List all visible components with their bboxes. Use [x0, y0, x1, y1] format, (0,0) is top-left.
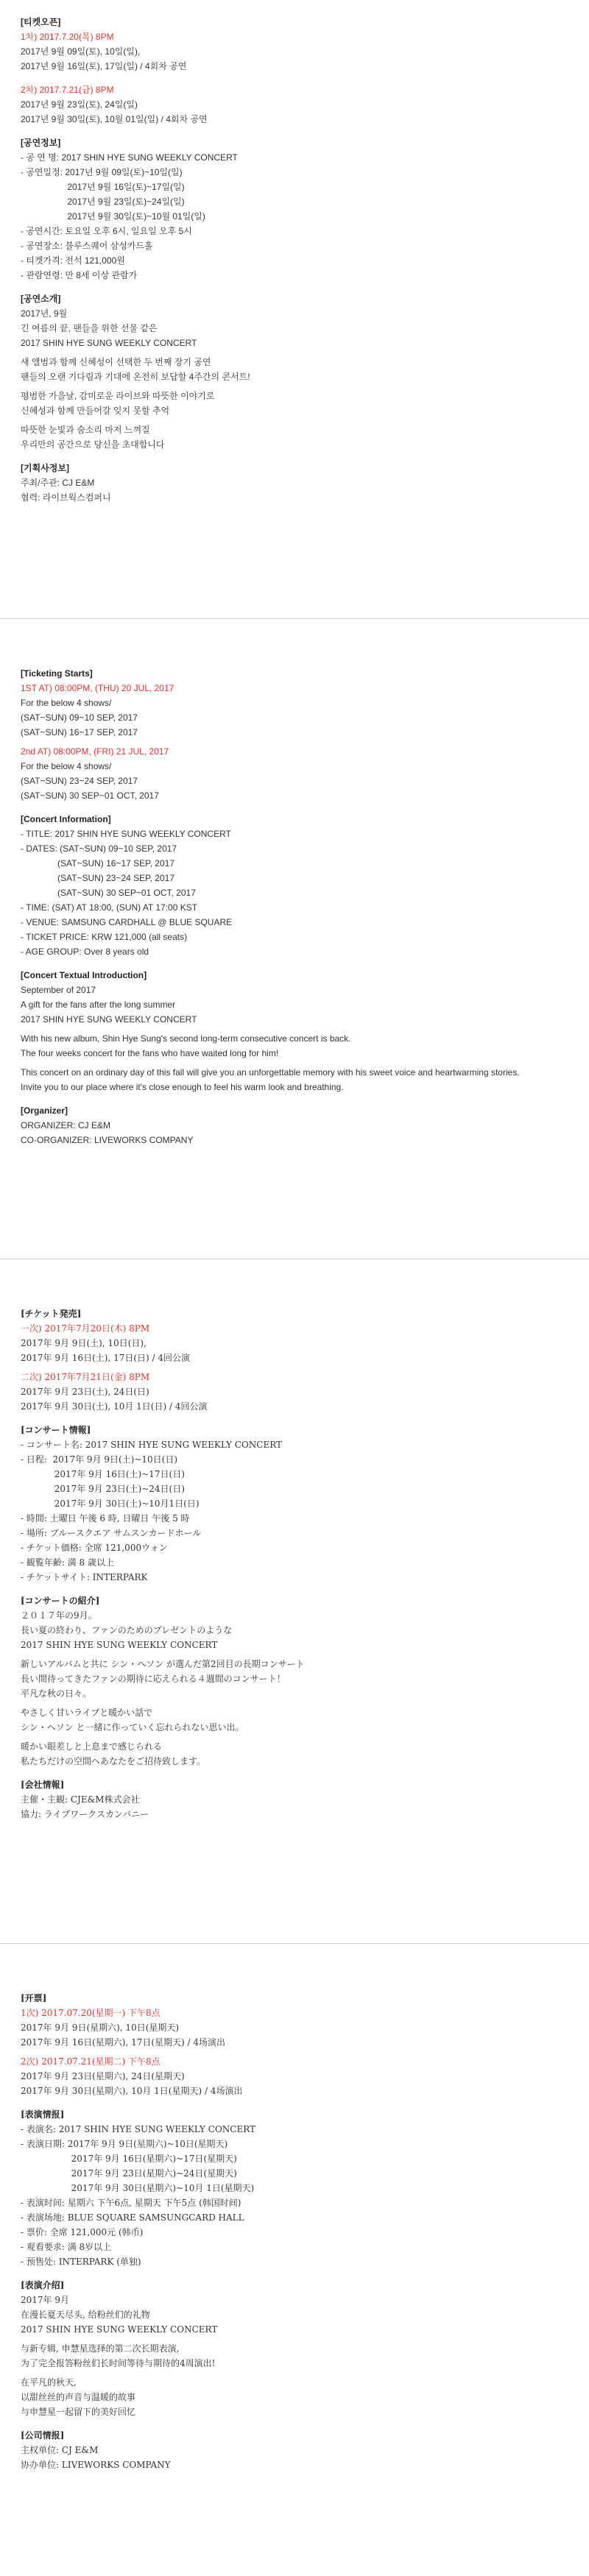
text-line: 在平凡的秋天,	[21, 2377, 77, 2388]
text-line: - チケットサイト: INTERPARK	[21, 1572, 148, 1582]
text-line: - 表演日期: 2017年 9月 9日(星期六)~10日(星期天)	[21, 2139, 228, 2149]
text-line: (SAT~SUN) 16~17 SEP, 2017	[21, 727, 138, 737]
text-line: - 票价: 全席 121,000元 (韩币)	[21, 2227, 144, 2237]
text-line: 2017년 9월 30일(토), 10월 01일(일) / 4회차 공연	[21, 114, 208, 124]
text-line: 2017년 9월 16일(토), 17일(일) / 4회차 공연	[21, 61, 187, 71]
text-line: ２０１７年の9月。	[21, 1610, 97, 1621]
ticket-open-date: 2차) 2017.7.21(금) 8PM	[21, 85, 114, 95]
text-line: With his new album, Shin Hye Sung's second long-term consecutive concert is back.	[21, 1033, 351, 1044]
text-line: 신혜성과 함께 만들어갈 잊지 못할 추억	[21, 406, 170, 416]
text-line: - TITLE: 2017 SHIN HYE SUNG WEEKLY CONCERT	[21, 829, 231, 839]
text-line: シン・ヘソン と一緒に作っていく忘れられない思い出。	[21, 1722, 244, 1733]
text-line: - 表演名: 2017 SHIN HYE SUNG WEEKLY CONCERT	[21, 2124, 256, 2134]
text-line: - 티켓가격: 전석 121,000원	[21, 255, 125, 266]
text-line: 평범한 가을날, 감미로운 라이브와 따뜻한 이야기로	[21, 391, 215, 401]
text-line: - 관람연령: 만 8세 이상 관람가	[21, 270, 138, 280]
text-line: - 観覧年齢: 満 8 歳以上	[21, 1557, 114, 1568]
section-heading: [チケット発売]	[21, 1309, 82, 1319]
text-line: (SAT~SUN) 30 SEP~01 OCT, 2017	[21, 790, 159, 801]
text-line: The four weeks concert for the fans who have waited long for him!	[21, 1048, 279, 1058]
ticket-open-date: 2nd AT) 08:00PM, (FRI) 21 JUL, 2017	[21, 746, 169, 757]
text-line: 2017년 9월 23일(토)~24일(일)	[21, 197, 185, 207]
spacer	[21, 1585, 565, 1593]
spacer	[21, 2269, 565, 2278]
text-line: 暖かい眼差しと上息まで感じられる	[21, 1741, 163, 1752]
text-line: 長い間待ってきたファンの期待に応えられる４週間のコンサート！	[21, 1674, 286, 1684]
text-line: - TIME: (SAT) AT 18:00, (SUN) AT 17:00 KST	[21, 902, 198, 913]
text-line: 2017年 9月 30日(土)~10月1日(日)	[21, 1498, 200, 1509]
spacer	[21, 452, 565, 461]
text-line: - 場所: ブルースクエア サムスンカードホール	[21, 1528, 202, 1538]
section-heading: [Ticketing Starts]	[21, 668, 93, 679]
text-line: 2017년 9월 09일(토), 10일(일),	[21, 46, 141, 57]
text-line: - 预售处: INTERPARK (单独)	[21, 2257, 141, 2267]
section-divider	[0, 1943, 589, 1944]
text-line: - 공 연 명: 2017 SHIN HYE SUNG WEEKLY CONCERT	[21, 152, 238, 163]
text-line: 在漫长夏天尽头, 给粉丝们的礼物	[21, 2310, 150, 2320]
section-heading: [开票]	[21, 1993, 47, 2003]
text-line: 協力: ライブワークスカンパニー	[21, 1809, 149, 1819]
ticket-open-date: 2次) 2017.07.21(星期二) 下午8点	[21, 2056, 161, 2067]
spacer	[21, 959, 565, 968]
text-line: - 日程: 2017年 9月 9日(土)~10日(日)	[21, 1454, 178, 1465]
text-line: 우리만의 공간으로 당신을 초대합니다	[21, 439, 165, 450]
ticket-open-date: 1ST AT) 08:00PM, (THU) 20 JUL, 2017	[21, 683, 174, 693]
section-ja	[21, 1306, 565, 1822]
text-line: 2017년 9월 30일(토)~10월 01일(일)	[21, 211, 205, 222]
text-line: - 表演时间: 星期六 下午6点, 星期天 下午5点 (韩国时间)	[21, 2198, 241, 2208]
spacer	[21, 2419, 565, 2428]
text-line: For the below 4 shows/	[21, 698, 112, 708]
text-line: - 观看要求: 满 8岁以上	[21, 2242, 112, 2252]
text-line: For the below 4 shows/	[21, 761, 112, 771]
text-line: 新しいアルバムと共に シン・ヘソン が選んだ第2回目の長期コンサート	[21, 1659, 305, 1669]
text-line: 2017年 9月 23日(土), 24日(日)	[21, 1387, 149, 1397]
text-line: - コンサート名: 2017 SHIN HYE SUNG WEEKLY CONCERT	[21, 1440, 283, 1450]
text-line: 새 앨범과 함께 신혜성이 선택한 두 번째 장기 공연	[21, 357, 211, 367]
text-line: (SAT~SUN) 09~10 SEP, 2017	[21, 712, 138, 723]
text-line: 2017年 9月 9日(土), 10日(日),	[21, 1338, 147, 1348]
text-line: 長い夏の終わり、ファンのためのプレゼントのような	[21, 1625, 233, 1635]
spacer	[21, 127, 565, 135]
section-heading: [기획사정보]	[21, 463, 69, 473]
text-line: This concert on an ordinary day of this fall will give you an unforgettable memory with his sweet voice and heartwarming stories.	[21, 1067, 520, 1078]
text-line: ORGANIZER: CJ E&M	[21, 1120, 111, 1130]
spacer	[21, 283, 565, 291]
text-line: - VENUE: SAMSUNG CARDHALL @ BLUE SQUARE	[21, 917, 233, 927]
text-line: 2017年 9月 30日(星期六)~10月 1日(星期天)	[21, 2183, 255, 2193]
text-line: 협력: 라이브웍스컴퍼니	[21, 492, 111, 503]
text-line: (SAT~SUN) 16~17 SEP, 2017	[21, 858, 174, 868]
ticket-open-date: 一次) 2017年7月20日(木) 8PM	[21, 1323, 150, 1334]
section-heading: [공연소개]	[21, 294, 61, 304]
text-line: 与新专辑, 申慧星选择的第二次长期表演,	[21, 2343, 180, 2354]
text-line: - 공연일정: 2017년 9월 09일(토)~10일(일)	[21, 167, 183, 177]
section-heading: [コンサート情報]	[21, 1425, 91, 1435]
text-line: - DATES: (SAT~SUN) 09~10 SEP, 2017	[21, 843, 177, 854]
section-heading: [会社情報]	[21, 1780, 65, 1790]
text-line: 2017年 9月 23日(星期六), 24日(星期天)	[21, 2071, 185, 2081]
text-line: - AGE GROUP: Over 8 years old	[21, 946, 149, 957]
section-heading: [コンサートの紹介]	[21, 1596, 100, 1606]
text-line: 主权单位: CJ E&M	[21, 2445, 99, 2455]
text-line: 2017年 9月 16日(星期六)~17日(星期天)	[21, 2154, 237, 2164]
text-line: 私たちだけの空間へあなたをご招待致します。	[21, 1756, 206, 1766]
text-line: 2017 SHIN HYE SUNG WEEKLY CONCERT	[21, 1014, 197, 1025]
text-line: 与申慧星一起留下的美好回忆	[21, 2407, 136, 2417]
text-line: 2017 SHIN HYE SUNG WEEKLY CONCERT	[21, 338, 197, 348]
text-line: 2017년 9월 23일(토), 24일(일)	[21, 99, 138, 110]
text-line: 2017年 9月 9日(星期六), 10日(星期天)	[21, 2023, 180, 2033]
text-line: 2017年 9月 16日(土), 17日(日) / 4回公演	[21, 1353, 191, 1363]
text-line: 2017年 9月 30日(土), 10月 1日(日) / 4回公演	[21, 1401, 208, 1412]
spacer	[21, 2098, 565, 2107]
text-line: 以甜丝丝的声音与温暖的故事	[21, 2392, 136, 2402]
text-line: (SAT~SUN) 30 SEP~01 OCT, 2017	[21, 888, 196, 898]
text-line: 주최/주관: CJ E&M	[21, 478, 95, 488]
text-line: - TICKET PRICE: KRW 121,000 (all seats)	[21, 932, 188, 942]
text-line: 平凡な秋の日々。	[21, 1688, 92, 1699]
ticket-open-date: 二次) 2017年7月21日(金) 8PM	[21, 1372, 150, 1382]
text-line: 팬들의 오랜 기다림과 기대에 온전히 보답할 4주간의 콘서트!	[21, 372, 250, 382]
text-line: CO-ORGANIZER: LIVEWORKS COMPANY	[21, 1135, 194, 1145]
text-line: 2017年 9月	[21, 2295, 69, 2305]
text-line: - 時間: 土曜日 午後 6 時, 日曜日 午後 5 時	[21, 1513, 190, 1524]
spacer	[21, 1769, 565, 1777]
section-heading: [公司情报]	[21, 2430, 65, 2441]
spacer	[21, 1094, 565, 1103]
spacer	[21, 74, 565, 82]
text-line: やさしく甘いライブと暖かい話で	[21, 1708, 153, 1718]
text-line: 为了完全报答粉丝们长时间等待与期待的4周演出!	[21, 2358, 216, 2368]
section-zh	[21, 1991, 565, 2472]
text-line: 2017 SHIN HYE SUNG WEEKLY CONCERT	[21, 2324, 218, 2335]
text-line: (SAT~SUN) 23~24 SEP, 2017	[21, 776, 138, 786]
text-line: 2017年 9月 23日(土)~24日(日)	[21, 1484, 185, 1494]
text-line: 2017 SHIN HYE SUNG WEEKLY CONCERT	[21, 1640, 218, 1650]
ticket-open-date: 1次) 2017.07.20(星期一) 下午8点	[21, 2008, 161, 2018]
text-line: 协办单位: LIVEWORKS COMPANY	[21, 2460, 171, 2470]
text-line: 긴 여름의 끝, 팬들을 위한 선물 같은	[21, 323, 158, 333]
text-line: A gift for the fans after the long summer	[21, 999, 176, 1010]
spacer	[21, 803, 565, 812]
text-line: Invite you to our place where it's close enough to feel his warm look and breathing.	[21, 1082, 344, 1092]
text-line: 主催・主観: CJE&M株式会社	[21, 1794, 140, 1805]
text-line: 2017年 9月 16日(星期六), 17日(星期天) / 4场演出	[21, 2037, 226, 2048]
text-line: 따뜻한 눈빛과 숨소리 마저 느껴질	[21, 425, 150, 435]
text-line: 2017년 9월 16일(토)~17일(일)	[21, 182, 185, 192]
ticket-open-date: 1차) 2017.7.20(목) 8PM	[21, 32, 114, 42]
text-line: September of 2017	[21, 985, 96, 995]
section-heading: [공연정보]	[21, 138, 61, 148]
section-heading: [表演情报]	[21, 2109, 65, 2120]
text-line: (SAT~SUN) 23~24 SEP, 2017	[21, 873, 174, 883]
text-line: 2017년, 9월	[21, 308, 68, 319]
text-line: 2017年 9月 23日(星期六)~24日(星期天)	[21, 2168, 237, 2179]
section-heading: [Concert Textual Introduction]	[21, 970, 147, 980]
text-line: - 表演场地: BLUE SQUARE SAMSUNGCARD HALL	[21, 2212, 244, 2223]
section-heading: [Concert Information]	[21, 814, 111, 824]
text-line: - 공연시간: 토요일 오후 6시, 일요일 오후 5시	[21, 226, 192, 236]
text-line: 2017年 9月 16日(土)~17日(日)	[21, 1469, 185, 1479]
section-ko	[21, 15, 565, 505]
text-line: 2017年 9月 30日(星期六), 10月 1日(星期天) / 4场演出	[21, 2086, 243, 2096]
section-en	[21, 666, 565, 1147]
section-divider	[0, 618, 589, 619]
text-line: - チケット価格: 全席 121,000ウォン	[21, 1543, 168, 1553]
section-heading: [티켓오픈]	[21, 17, 61, 27]
section-heading: [Organizer]	[21, 1105, 68, 1116]
text-line: - 공연장소: 블루스퀘어 삼성카드홀	[21, 241, 153, 251]
spacer	[21, 1414, 565, 1423]
section-heading: [表演介绍]	[21, 2280, 65, 2290]
